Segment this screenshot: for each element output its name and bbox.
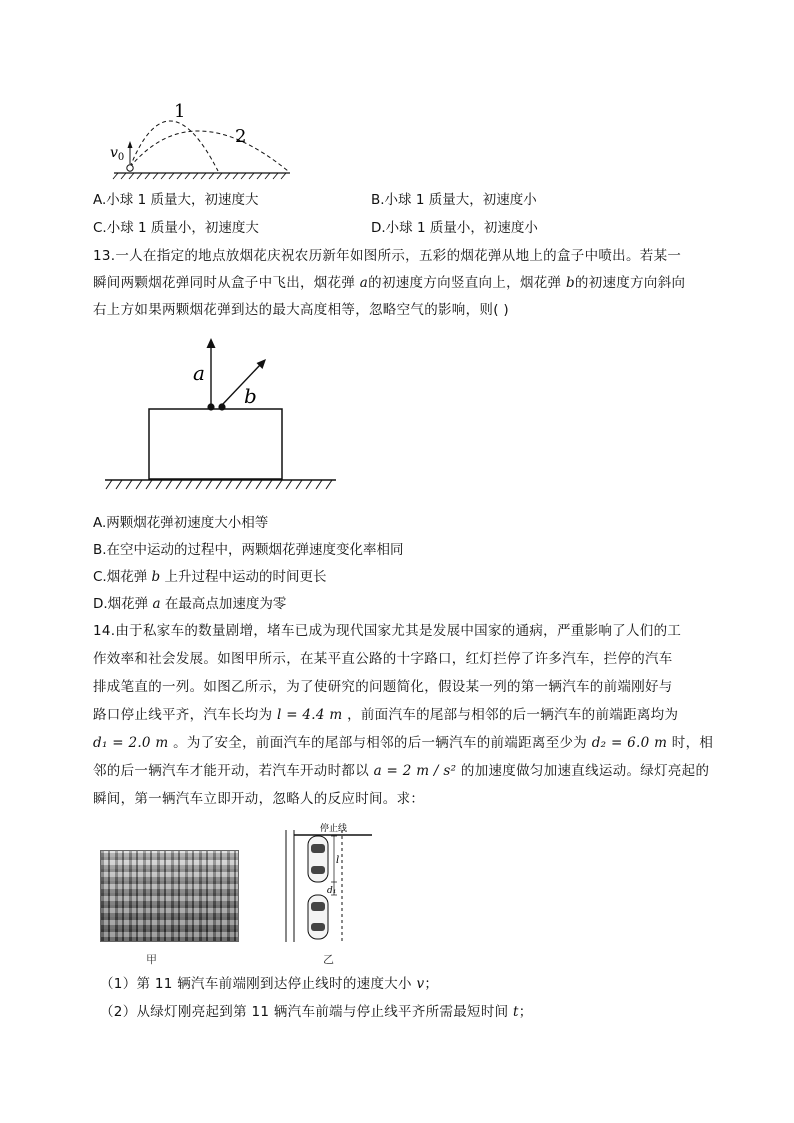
- dim-d1-label: d₁: [327, 886, 337, 896]
- dim-l-label: l: [336, 855, 340, 866]
- q14-subquestion-2: （2）从绿灯刚亮起到第 11 辆汽车前端与停止线平齐所需最短时间 t；: [100, 1004, 533, 1020]
- q14-subquestion-1: （1）第 11 辆汽车前端刚到达停止线时的速度大小 v；: [100, 976, 439, 992]
- traffic-jam-photo: [100, 850, 239, 942]
- q14-stem-line-6: 邻的后一辆汽车才能开动，若汽车开动时都以 a = 2 m / s² 的加速度做匀加速直线运动。绿灯亮起的: [93, 763, 710, 779]
- caption-jia: 甲: [146, 953, 157, 966]
- q13-option-a[interactable]: A.两颗烟花弹初速度大小相等: [93, 515, 269, 531]
- label-2: 2: [235, 126, 247, 147]
- q14-stem-line-2: 作效率和社会发展。如图甲所示，在某平直公路的十字路口，红灯拦停了许多汽车，拦停的汽车: [93, 651, 673, 667]
- label-1: 1: [174, 101, 186, 122]
- label-b: b: [244, 384, 257, 408]
- caption-yi: 乙: [323, 953, 334, 966]
- car-1: [308, 836, 328, 882]
- firework-box-figure: [100, 332, 340, 497]
- q14-stem-line-7: 瞬间，第一辆汽车立即开动，忽略人的反应时间。求：: [93, 791, 425, 807]
- stop-line-label: 停止线: [320, 824, 348, 834]
- label-v0: $v_0$: [110, 145, 125, 163]
- trajectory-figure: [100, 95, 300, 185]
- q13-stem-line-1: 13.一人在指定的地点放烟花庆祝农历新年如图所示，五彩的烟花弹从地上的盒子中喷出。若某一: [93, 248, 682, 264]
- q13-stem-line-3: 右上方如果两颗烟花弹到达的最大高度相等，忽略空气的影响，则( ): [93, 302, 509, 318]
- label-a: a: [193, 361, 205, 385]
- q12-option-a[interactable]: A.小球 1 质量大，初速度大: [93, 192, 259, 208]
- q14-stem-line-4: 路口停止线平齐，汽车长均为 l = 4.4 m ，前面汽车的尾部与相邻的后一辆汽车的前端距离均为: [93, 707, 679, 723]
- trajectory-2: [130, 131, 288, 171]
- q13-option-b[interactable]: B.在空中运动的过程中，两颗烟花弹速度变化率相同: [93, 542, 404, 558]
- trajectory-1: [130, 121, 218, 171]
- lane-diagram: [280, 820, 380, 945]
- q13-stem-line-2: 瞬间两颗烟花弹同时从盒子中飞出，烟花弹 a的初速度方向竖直向上，烟花弹 b的初速度方向斜向: [93, 275, 686, 291]
- car-2: [308, 895, 328, 939]
- q12-option-d[interactable]: D.小球 1 质量小，初速度小: [371, 220, 538, 236]
- q14-stem-line-1: 14.由于私家车的数量剧增，堵车已成为现代国家尤其是发展中国家的通病，严重影响了人们的工: [93, 623, 682, 639]
- q14-stem-line-3: 排成笔直的一列。如图乙所示，为了使研究的问题简化，假设某一列的第一辆汽车的前端刚好与: [93, 679, 673, 695]
- q12-option-c[interactable]: C.小球 1 质量小，初速度大: [93, 220, 259, 236]
- q13-option-d[interactable]: D.烟花弹 a 在最高点加速度为零: [93, 596, 287, 612]
- q12-option-b[interactable]: B.小球 1 质量大，初速度小: [371, 192, 537, 208]
- q14-stem-line-5: d₁ = 2.0 m 。为了安全，前面汽车的尾部与相邻的后一辆汽车的前端距离至少为 d₂ = 6.0 m 时，相: [93, 735, 714, 751]
- q13-option-c[interactable]: C.烟花弹 b 上升过程中运动的时间更长: [93, 569, 327, 585]
